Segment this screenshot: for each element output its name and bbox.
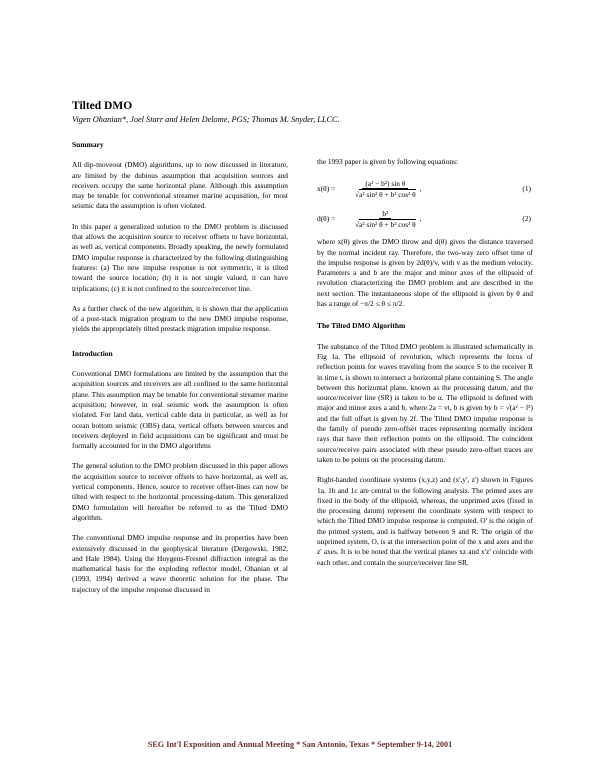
equation-1-lhs: x(θ) =: [317, 184, 336, 194]
summary-paragraph: All dip-moveout (DMO) algorithms, up to now discussed in literature, are limited by the dubious assumption that acquisition sources and receivers occupy the same horizontal plane. Although this assumption may be tenable for conventional streamer marine acquisition, for most seismic data the assumption is often violated.: [72, 160, 288, 211]
left-column: [72, 136, 288, 605]
equation-1-fraction: $\frac{\text{(a² − b²) sin θ}}{\text{√a² sin² θ + b² cos² θ}}$: [355, 178, 416, 199]
introduction-paragraph: The general solution to the DMO problem discussed in this paper allows the acquisition source to receiver offsets to have horizontal, as well as, vertical components. Hence, source to receiver offset-lines can now be tilted with respect to the horizontal processing-datum. This generalized DMO formulation will hereafter be referred to as the Tilted DMO algorithm.: [72, 461, 288, 522]
introduction-heading: Introduction: [72, 348, 113, 358]
equation-2-numerator: b²: [379, 209, 391, 219]
equation-2-lhs: d(θ) =: [317, 214, 336, 224]
author-line: Vigen Ohanian*, Joel Starr and Helen Delome, PGS; Thomas M. Snyder, LLCC.: [72, 115, 340, 124]
equation-2-number: (2): [522, 214, 531, 224]
equation-explanation: where x(θ) gives the DMO throw and d(θ) gives the distance traversed by the normal incident ray. Therefore, the two-way zero offset time of the impulse response is given by 2d(θ)/v, with v as the medium velocity. Parameters a and b are the major and minor axes of the ellipsoid of revolution characterizing the DMO problem and are described in the next section. The instantaneous slope of the ellipsoid is given by θ and has a range of −π/2 ≤ θ ≤ π/2.: [317, 237, 533, 309]
summary-heading: Summary: [72, 140, 104, 149]
equation-2: d(θ) = $\frac{\text{b²}}{\text{√a² sin² θ + b² cos² θ}}$ , (2): [317, 208, 531, 229]
equation-1-denominator: a² sin² θ + b² cos² θ: [359, 189, 416, 199]
right-column: [317, 157, 533, 578]
paper-title: Tilted DMO: [72, 100, 133, 112]
equation-2-fraction: $\frac{\text{b²}}{\text{√a² sin² θ + b² cos² θ}}$: [355, 208, 416, 229]
equation-intro: the 1993 paper is given by following equations:: [317, 157, 459, 166]
tilted-dmo-heading: The Tilted DMO Algorithm: [317, 321, 406, 331]
introduction-paragraph: The conventional DMO impulse response and its properties have been extensively discussed in the geophysical literature (Dergowski, 1982, and Hale 1984). Using the Huygens-Fresnel diffraction integral as the mathematical basis for the exploding reflector model, Ohanian et al (1993, 1994) derived a wave theoretic solution for the phase. The trajectory of the impulse response discussed in: [72, 533, 288, 594]
summary-paragraph: As a further check of the new algorithm, it is shown that the application of a post-stack migration program to the new DMO impulse response, yields the appropriately tilted prestack migration impulse response.: [72, 303, 288, 334]
equation-2-denominator: a² sin² θ + b² cos² θ: [359, 219, 416, 229]
algorithm-paragraph: Right-handed coordinate systems (x,y,z) and (x',y', z') shown in Figures 1a, 1b and 1c are central to the following analysis. The primed axes are fixed in the body of the ellipsoid, whereas, the unprimed axes (fixed in the processing datum) represent the coordinate system with respect to which the Tilted DMO impulse response is computed. O' is the origin of the primed system, and is halfway between S and R. The origin of the unprimed system, O, is at the intersection point of the x and axes and the z' axes. It is to be noted that the vertical planes xz and x'z' coincide with each other, and contain the source/receiver line SR.: [317, 475, 533, 567]
equation-1-numerator: (a² − b²) sin θ: [362, 179, 408, 189]
conference-footer: SEG Int'l Exposition and Annual Meeting * San Antonio, Texas * September 9-14, 2001: [147, 740, 453, 749]
algorithm-paragraph: The substance of the Tilted DMO problem is illustrated schematically in Fig 1a. The ellipsoid of revolution, which represents the locus of reflection points for waves traveling from the source S to the receiver R in time t, is shown to intersect a horizontal plane containing S. The angle between this horizontal plane, known as the processing datum, and the source/receiver line (SR) is taken to be α. The ellipsoid is defined with major and minor axes a and b, where 2a = vt, b is given by b = √(a² − f²) and the full offset is given by 2f. The Tilted DMO impulse response is the family of pseudo zero-offset traces representing normally incident rays that have their reflection points on the ellipsoid. The coincident source/receive pairs associated with these pseudo zero-offset traces are taken to be points on the processing datum.: [317, 341, 533, 464]
summary-paragraph: In this paper a generalized solution to the DMO problem is discussed that allows the acquisition source to receiver offsets to have horizontal, as well as, vertical components. Broadly speaking, the newly formulated DMO impulse response is characterized by the following distinguishing features: (a) The new impulse response is not symmetric, it is tilted toward the source location; (b) it is not single valued, it can have triplications; (c) it is not confined to the source/receiver line.: [72, 221, 288, 293]
introduction-paragraph: Conventional DMO formulations are limited by the assumption that the acquisition sources and receivers are all confined to the same horizontal plane. This assumption may be tenable for conventional streamer marine acquisition; however, in real seismic work the assumption is often violated. For land data, vertical cable data in particular, as well as for ocean bottom seismic (OBS) data, vertical offsets between sources and receivers deployed in field acquisitions can be significant and must be formally accounted for in the DMO algorithms: [72, 369, 288, 451]
equation-1-number: (1): [522, 184, 531, 194]
equation-1: x(θ) = $\frac{\text{(a² − b²) sin θ}}{\text{√a² sin² θ + b² cos² θ}}$ , (1): [317, 178, 531, 199]
